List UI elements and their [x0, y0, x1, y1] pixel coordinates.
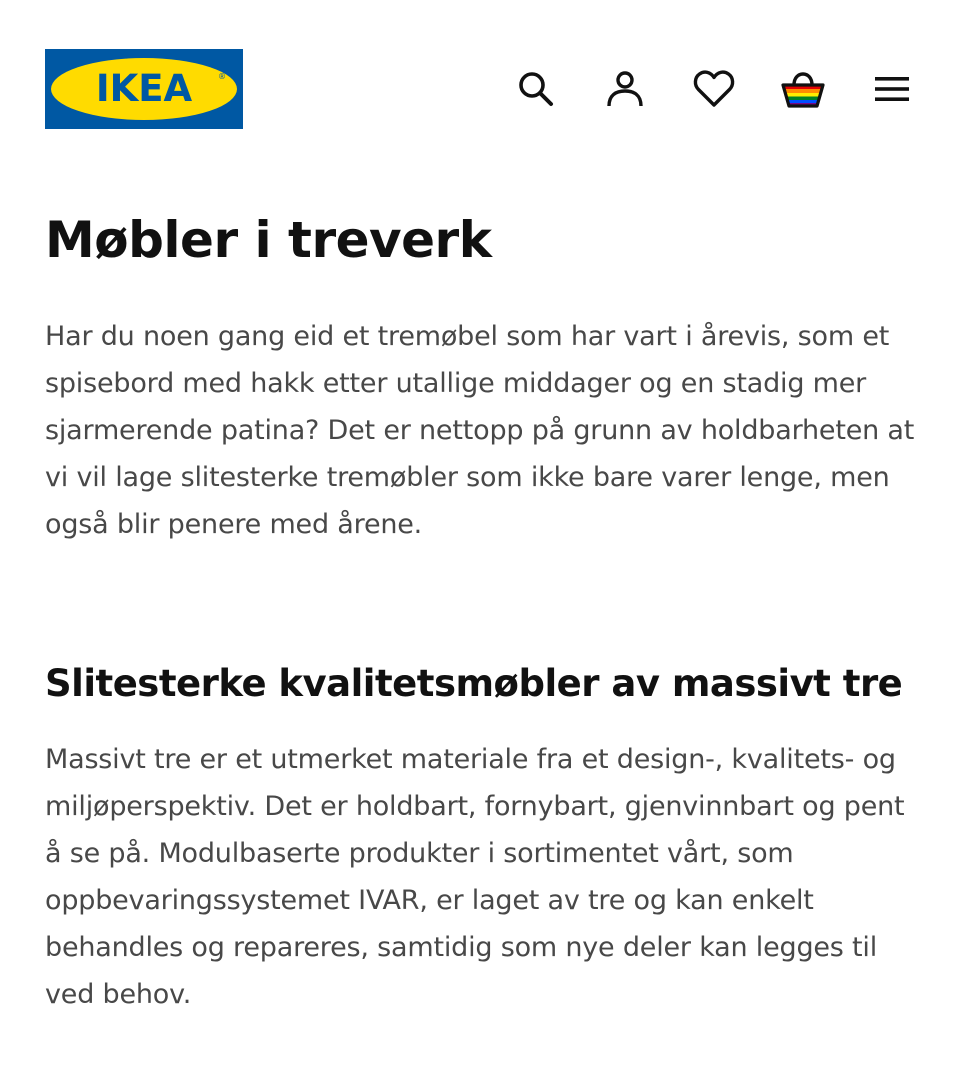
section-paragraph: Massivt tre er et utmerket materiale fra et design-, kvalitets- og miljøperspektiv. Det er holdbart, fornybart, gjenvinnbart og pent å se på. Modulbaserte produkter i sortimentet vårt, som oppbevaringssystemet IVAR, er laget av tre og kan enkelt behandles og repareres, samtidig som nye deler kan legges til ved behov.	[45, 744, 905, 1010]
section-heading: Slitesterke kvalitetsmøbler av massivt tre	[45, 662, 903, 705]
favourites-button[interactable]	[690, 65, 738, 113]
basket-button[interactable]	[779, 65, 827, 113]
ikea-logo[interactable]	[45, 49, 243, 129]
logo-text: IKEA	[95, 67, 193, 110]
search-icon	[516, 69, 556, 109]
search-button[interactable]	[512, 65, 560, 113]
intro-paragraph: Har du noen gang eid et tremøbel som har vart i årevis, som et spisebord med hakk etter utallige middager og en stadig mer sjarmerende patina? Det er nettopp på grunn av holdbarheten at vi vil lage slitesterke tremøbler som ikke bare varer lenge, men også blir penere med årene.	[45, 321, 915, 540]
logo-registered-mark: ®	[218, 72, 226, 81]
site-header	[0, 0, 960, 180]
menu-icon	[872, 69, 912, 109]
basket-icon	[779, 69, 827, 109]
menu-button[interactable]	[868, 65, 916, 113]
article-content	[45, 205, 925, 1018]
page-title: Møbler i treverk	[45, 211, 492, 269]
account-icon	[605, 69, 645, 109]
heart-icon	[693, 69, 735, 109]
account-button[interactable]	[601, 65, 649, 113]
